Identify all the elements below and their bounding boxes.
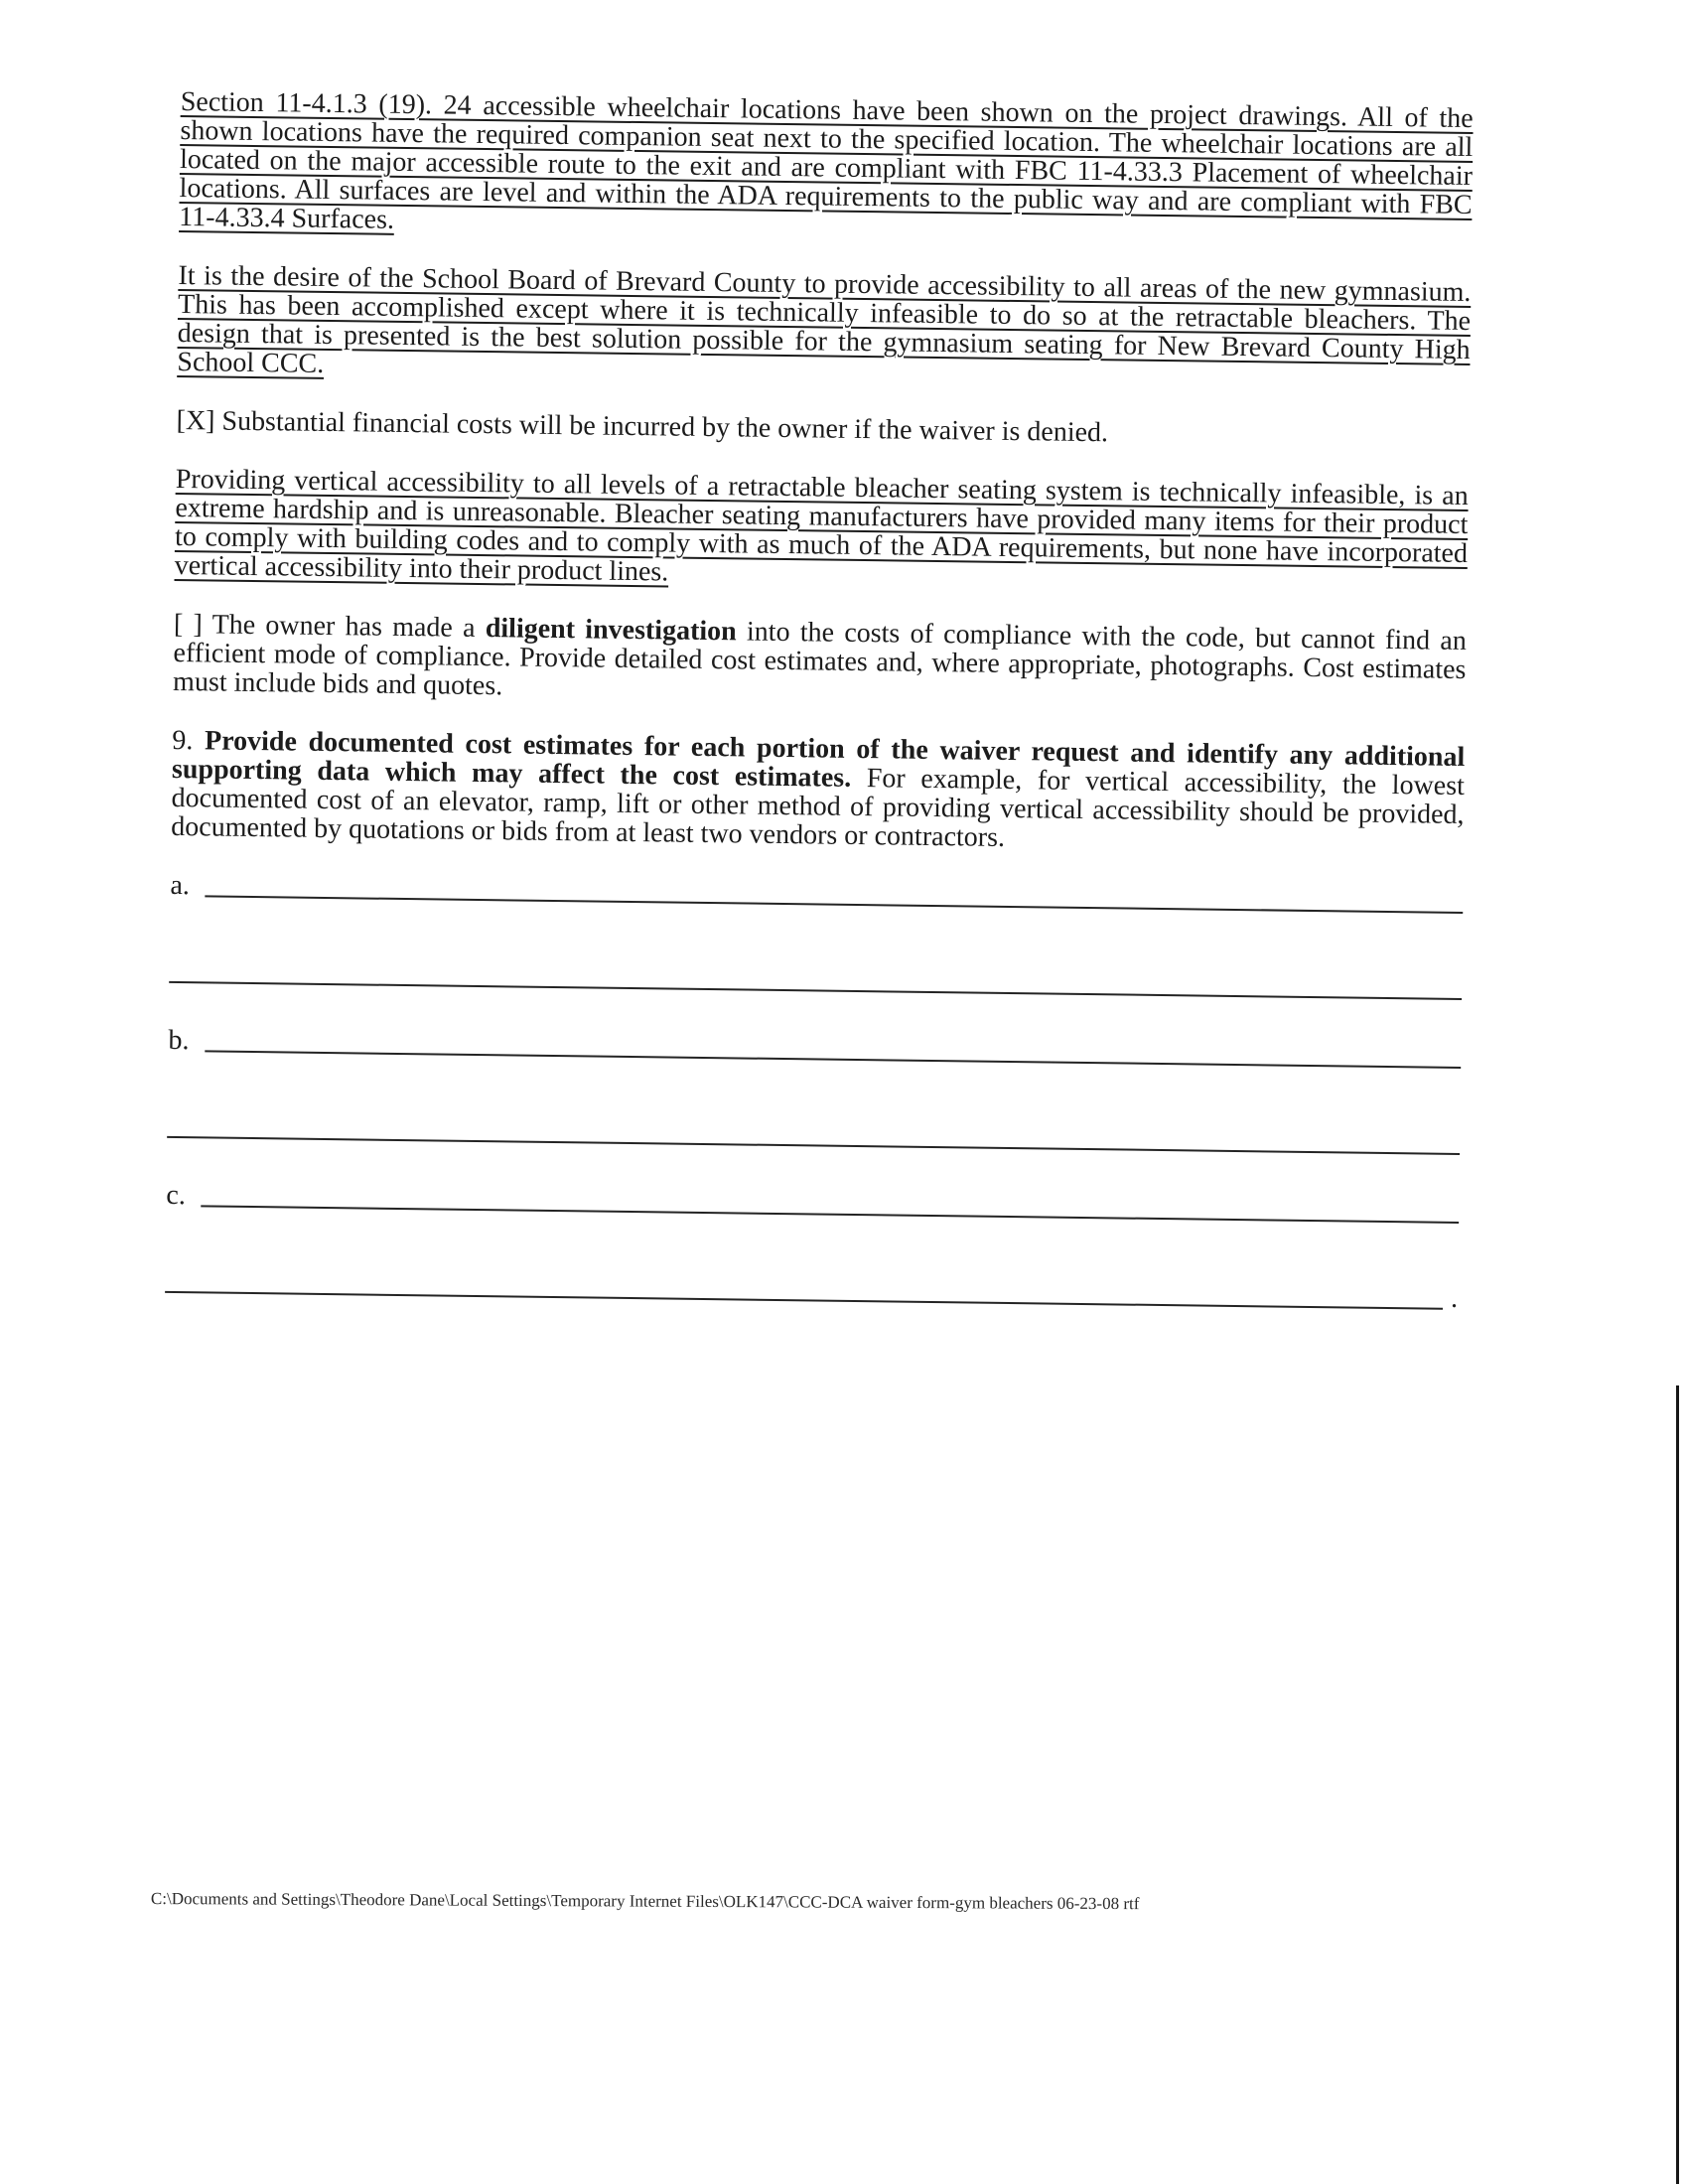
diligent-pre-bold-text: The owner has made a xyxy=(202,609,487,645)
paragraph-substantial-costs xyxy=(176,406,1469,452)
answer-line-a-1[interactable] xyxy=(206,871,1464,914)
paragraph-vertical-accessibility: Providing vertical accessibility to all levels of a retractable bleacher seating system is technically infeasible, is an extreme hardship and is unreasonable. Bleacher seating manufacturers have provided many items for their product to comply with building codes and to comply with as much of the ADA requirements, but none have incorporated vertical accessibility into their product lines. xyxy=(174,463,1469,588)
diligent-post-bold-text: into the costs of compliance with the code, but cannot find an efficient mode of compliance. Provide detailed cost estimates and, where appropriate, photographs. Cost estimates must include bids and quotes. xyxy=(172,616,1468,702)
paragraph-wheelchair-locations: Section 11-4.1.3 (19). 24 accessible wheelchair locations have been shown on the project drawings. All of the shown locations have the required companion seat next to the specified location. The wheelchair locations are all located on the major accessible route to the exit and are compliant with FBC 11-4.33.3 Placement of wheelchair locations. All surfaces are level and within the ADA requirements to the public way and are compliant with FBC 11-4.33.4 Surfaces. xyxy=(179,86,1474,235)
answer-row-a xyxy=(170,871,1463,917)
item-9-bold-text: Provide documented cost estimates for each portion of the waiver request and identify any additional supporting data which may affect the cost estimates. xyxy=(171,725,1466,794)
answer-label-c: c. xyxy=(166,1179,187,1212)
paragraph-item-9 xyxy=(171,726,1465,858)
answer-row-b xyxy=(168,1026,1461,1072)
answer-label-a: a. xyxy=(170,869,191,902)
scan-edge-artifact-line xyxy=(1676,1385,1679,2184)
answer-field-a xyxy=(169,871,1463,1003)
answer-section xyxy=(165,871,1463,1313)
answer-row-a-2 xyxy=(169,957,1462,1003)
item-9-number: 9. xyxy=(172,724,206,757)
item-9-rest-text: For example, for vertical accessibility, the lowest documented cost of an elevator, ramp, lift or other method of providing vertical accessibility should be provided, documented by quotations or bids from at least two vendors or contractors. xyxy=(171,762,1466,853)
paragraph-school-board-desire: It is the desire of the School Board of Brevard County to provide accessibility to all areas of the new gymnasium. This has been accomplished except where it is technically infeasible to do so at the retractable bleachers. The design that is presented is the best solution possible for the gymnasium seating for New Brevard County High School CCC. xyxy=(177,259,1472,379)
answer-line-c-1[interactable] xyxy=(202,1181,1460,1224)
answer-label-b: b. xyxy=(168,1024,190,1057)
checkbox-substantial-costs: [X] xyxy=(176,404,215,437)
answer-field-c xyxy=(165,1181,1459,1313)
substantial-costs-text: Substantial financial costs will be incurred by the owner if the waiver is denied. xyxy=(214,405,1109,449)
answer-line-b-2[interactable] xyxy=(167,1112,1460,1155)
answer-line-c-2[interactable] xyxy=(165,1267,1443,1310)
answer-row-c-2 xyxy=(165,1267,1458,1313)
paragraph-diligent-investigation xyxy=(173,610,1467,713)
document-content xyxy=(165,87,1474,1353)
diligent-bold-text: diligent investigation xyxy=(485,613,737,648)
answer-row-b-2 xyxy=(167,1112,1460,1158)
answer-field-b xyxy=(167,1026,1461,1158)
footer-file-path: C:\Documents and Settings\Theodore Dane\Local Settings\Temporary Internet Files\OLK147\CCC-DCA waiver form-gym bleachers 06-23-08 rtf xyxy=(150,1889,1140,1914)
trailing-period: . xyxy=(1450,1282,1459,1314)
answer-line-b-1[interactable] xyxy=(205,1026,1461,1069)
answer-row-c xyxy=(166,1181,1459,1227)
answer-line-a-2[interactable] xyxy=(169,957,1462,1000)
checkbox-diligent-investigation: [ ] xyxy=(173,608,204,641)
